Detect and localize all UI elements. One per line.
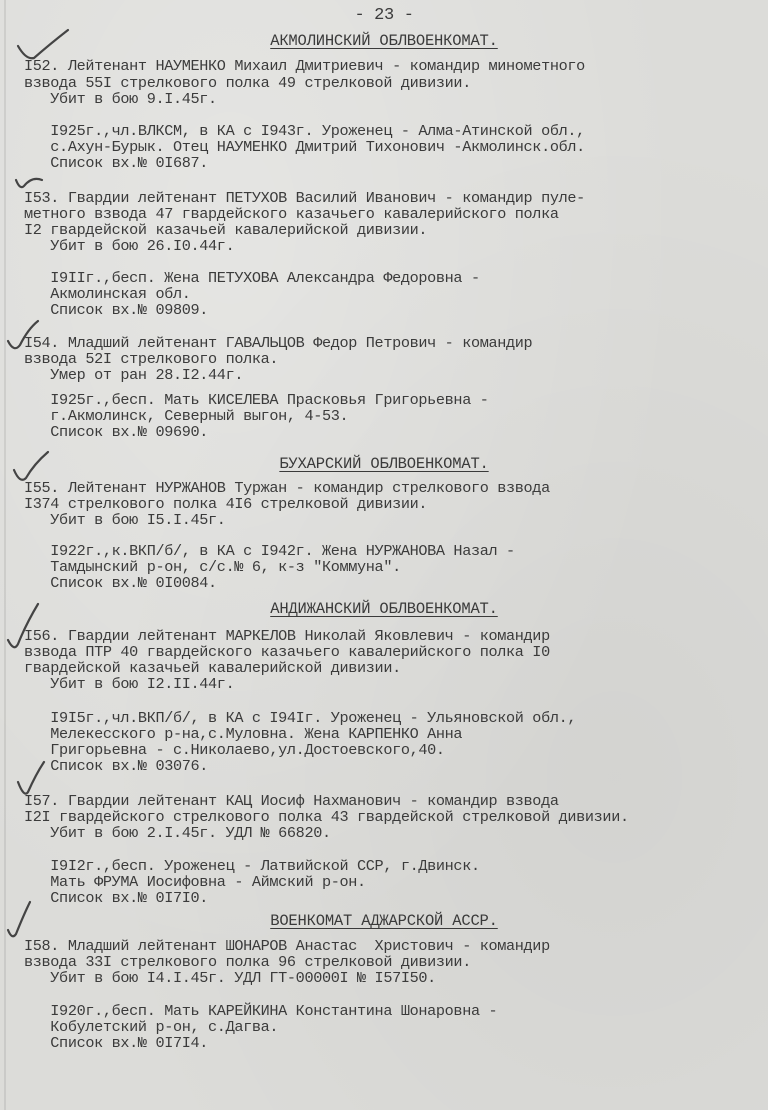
entry-line: взвода ПТР 40 гвардейского казачьего кавалерийского полка I0	[24, 643, 550, 661]
entry-line: I56. Гвардии лейтенант МАРКЕЛОВ Николай Яковлевич - командир	[24, 627, 550, 645]
entry-detail: Список вх.№ 09690.	[24, 423, 209, 441]
section-heading: ВОЕНКОМАТ АДЖАРСКОЙ АССР.	[270, 912, 498, 930]
entry-detail: Список вх.№ 0I7I4.	[24, 1034, 209, 1052]
entry-line: I53. Гвардии лейтенант ПЕТУХОВ Василий Иванович - командир пуле-	[24, 189, 585, 207]
entry-detail: I925г.,бесп. Мать КИСЕЛЕВА Прасковья Григорьевна -	[24, 391, 489, 409]
entry-line: взвода 33I стрелкового полка 96 стрелковой дивизии.	[24, 953, 471, 971]
entry-detail: Список вх.№ 03076.	[24, 757, 209, 775]
entry-line: взвода 52I стрелкового полка.	[24, 350, 279, 368]
entry-line: I2 гвардейской казачьей кавалерийской дивизии.	[24, 221, 428, 239]
entry-detail: Список вх.№ 0I687.	[24, 154, 209, 172]
entry-detail: Список вх.№ 09809.	[24, 301, 209, 319]
entry-line: гвардейской казачьей кавалерийской дивизии.	[24, 659, 401, 677]
entry-line: Убит в бою 26.I0.44г.	[24, 237, 235, 255]
entry-line: I55. Лейтенант НУРЖАНОВ Туржан - командир стрелкового взвода	[24, 479, 550, 497]
entry-line: метного взвода 47 гвардейского казачьего кавалерийского полка	[24, 205, 559, 223]
entry-line: взвода 55I стрелкового полка 49 стрелковой дивизии.	[24, 74, 471, 92]
entry-line: Умер от ран 28.I2.44г.	[24, 366, 244, 384]
entry-detail: Мелекесского р-на,с.Муловна. Жена КАРПЕНКО Анна	[24, 725, 463, 743]
entry-line: I54. Младший лейтенант ГАВАЛЬЦОВ Федор Петрович - командир	[24, 334, 533, 352]
entry-detail: I922г.,к.ВКП/б/, в КА с I942г. Жена НУРЖАНОВА Назал -	[24, 542, 515, 560]
entry-detail: I9IIг.,бесп. Жена ПЕТУХОВА Александра Федоровна -	[24, 269, 480, 287]
entry-detail: Акмолинская обл.	[24, 285, 191, 303]
entry-line: I57. Гвардии лейтенант КАЦ Иосиф Нахманович - командир взвода	[24, 792, 559, 810]
entry-line: Убит в бою I5.I.45г.	[24, 511, 226, 529]
entry-line: I52. Лейтенант НАУМЕНКО Михаил Дмитриевич - командир минометного	[24, 57, 585, 75]
entry-detail: Список вх.№ 0I7I0.	[24, 889, 209, 907]
entry-detail: Кобулетский р-он, с.Дагва.	[24, 1018, 279, 1036]
section-heading: БУХАРСКИЙ ОБЛВОЕНКОМАТ.	[279, 455, 489, 473]
entry-detail: I9I5г.,чл.ВКП/б/, в КА с I94Iг. Уроженец - Ульяновской обл.,	[24, 709, 577, 727]
entry-detail: I925г.,чл.ВЛКСМ, в КА с I943г. Уроженец - Алма-Атинской обл.,	[24, 122, 585, 140]
entry-detail: I920г.,бесп. Мать КАРЕЙКИНА Константина Шонаровна -	[24, 1002, 498, 1020]
entry-detail: г.Акмолинск, Северный выгон, 4-53.	[24, 407, 349, 425]
entry-line: Убит в бою I4.I.45г. УДЛ ГТ-00000I № I57I50.	[24, 969, 436, 987]
entry-line: I2I гвардейского стрелкового полка 43 гвардейской стрелковой дивизии.	[24, 808, 629, 826]
entry-detail: I9I2г.,бесп. Уроженец - Латвийской ССР, г.Двинск.	[24, 857, 480, 875]
entry-line: I374 стрелкового полка 4I6 стрелковой дивизии.	[24, 495, 428, 513]
entry-detail: Мать ФРУМА Иосифовна - Аймский р-он.	[24, 873, 366, 891]
section-heading: АНДИЖАНСКИЙ ОБЛВОЕНКОМАТ.	[270, 600, 498, 618]
page-number: - 23 -	[354, 6, 414, 25]
entry-line: Убит в бою 2.I.45г. УДЛ № 66820.	[24, 824, 331, 842]
entry-line: Убит в бою 9.I.45г.	[24, 90, 217, 108]
entry-detail: с.Ахун-Бурык. Отец НАУМЕНКО Дмитрий Тихонович -Акмолинск.обл.	[24, 138, 585, 156]
entry-line: Убит в бою I2.II.44г.	[24, 675, 235, 693]
entry-detail: Тамдынский р-он, с/с.№ 6, к-з "Коммуна".	[24, 558, 401, 576]
section-heading: АКМОЛИНСКИЙ ОБЛВОЕНКОМАТ.	[270, 32, 498, 50]
entry-line: I58. Младший лейтенант ШОНАРОВ Анастас Христович - командир	[24, 937, 550, 955]
entry-detail: Григорьевна - с.Николаево,ул.Достоевского,40.	[24, 741, 445, 759]
entry-detail: Список вх.№ 0I0084.	[24, 574, 217, 592]
